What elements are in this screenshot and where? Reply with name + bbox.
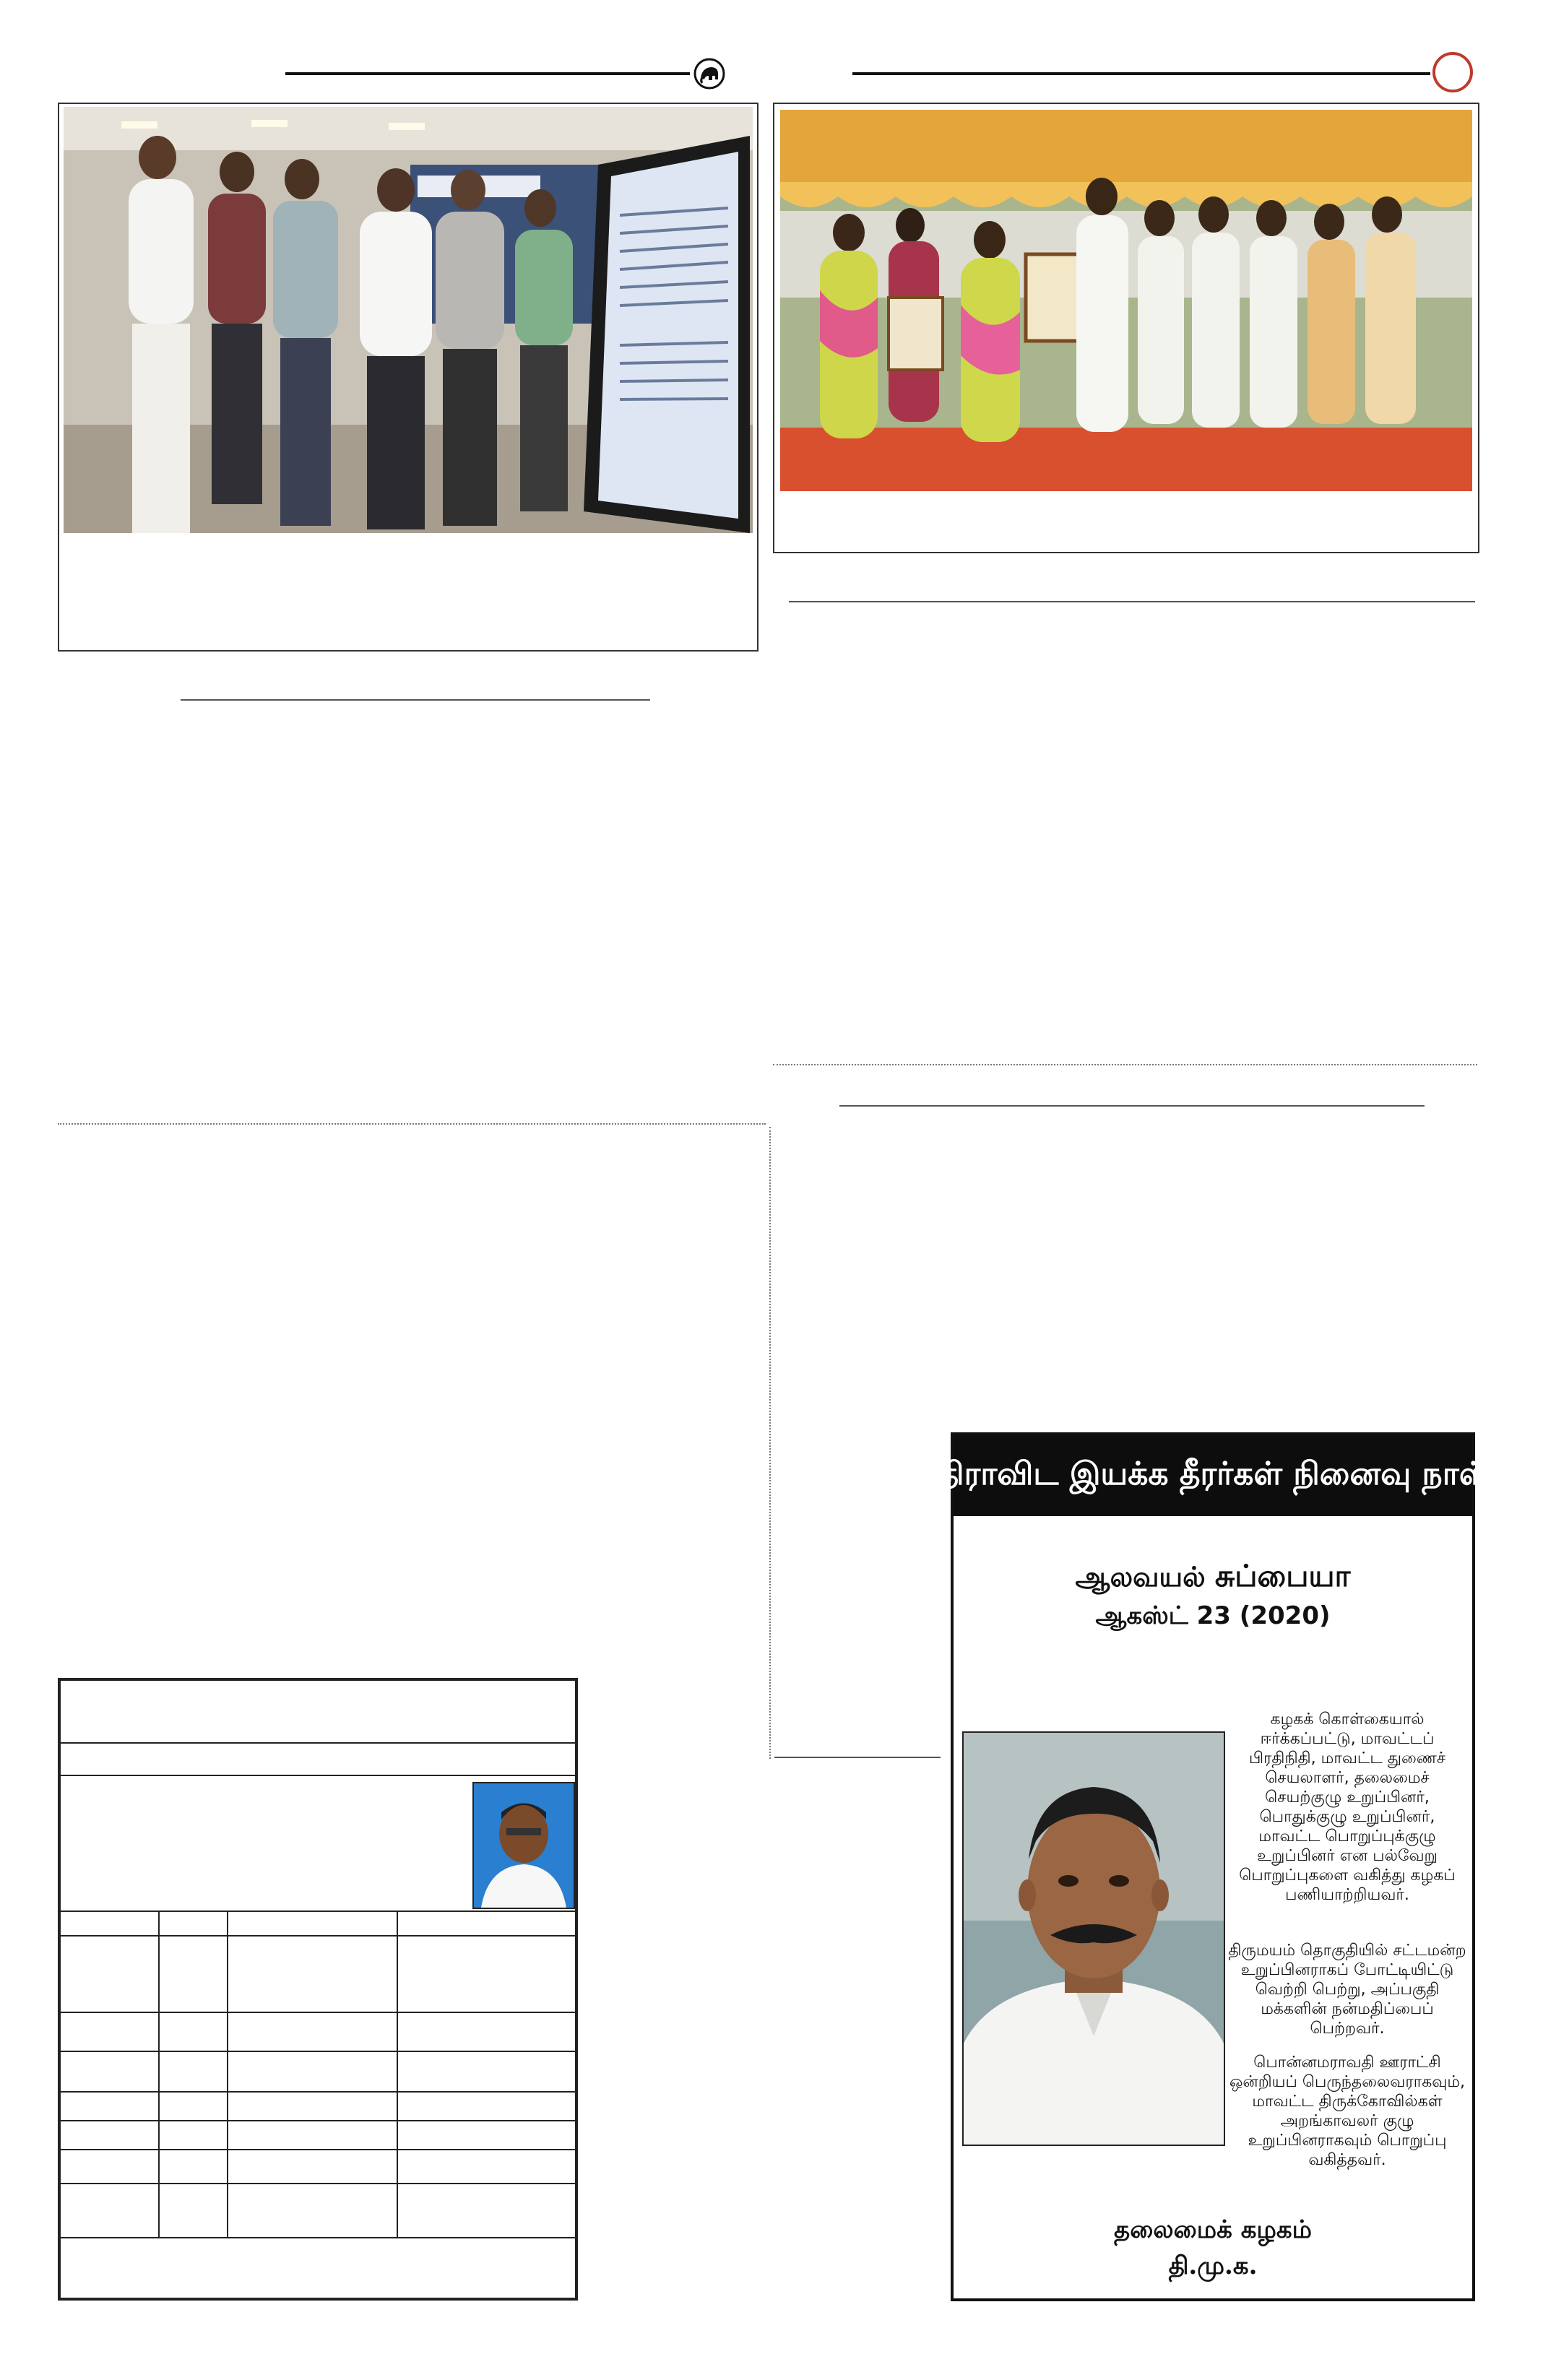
table-rule <box>61 2120 575 2121</box>
table-rule <box>61 2183 575 2184</box>
table-rule <box>61 2091 575 2093</box>
info-table <box>58 1678 578 2301</box>
table-rule-vertical <box>158 1911 160 2237</box>
memorial-bio-3: பொன்னமராவதி ஊராட்சி ஒன்றியப் பெருந்தலைவராகவும், மாவட்ட திருக்கோவில்கள் அறங்காவலர் குழு உறுப்பினராகவும் பொறுப்பு வகித்தவர். <box>1229 2054 1466 2169</box>
divider-right-bottom <box>774 1757 941 1758</box>
table-rule-vertical <box>397 1911 398 2237</box>
memorial-footer-1: தலைமைக் கழகம் <box>1114 2215 1312 2244</box>
memorial-bio-2: திருமயம் தொகுதியில் சட்டமன்ற உறுப்பினராகப் போட்டியிட்டு வெற்றி பெற்று, அப்பகுதி மக்களின் நன்மதிப்பைப் பெற்றவர். <box>1228 1942 1466 2038</box>
elephant-icon <box>693 58 725 90</box>
name-prefix: ஆலவயல் <box>1075 1561 1215 1593</box>
memorial-portrait <box>962 1731 1225 2146</box>
divider-left-top <box>181 699 650 701</box>
memorial-bio-1: கழகக் கொள்கையால் ஈர்க்கப்பட்டு, மாவட்டப் பிரதிநிதி, மாவட்ட துணைச் செயலாளர், தலைமைச் செயற்குழு உறுப்பினர், பொதுக்குழு உறுப்பினர், மாவட்ட பொறுப்புக்குழு உறுப்பினர் என பல்வேறு பொறுப்புகளை வகித்து கழகப் பணியாற்றியவர். <box>1239 1710 1456 1904</box>
divider-right-mid <box>773 1064 1477 1065</box>
table-rule <box>61 2051 575 2052</box>
table-rule <box>61 2149 575 2150</box>
memorial-ad <box>938 1432 1488 2301</box>
memorial-date: ஆகஸ்ட் 23 (2020) <box>1095 1601 1331 1630</box>
table-rule <box>61 1935 575 1937</box>
divider-right-sub <box>839 1105 1425 1107</box>
portrait-photo <box>472 1782 575 1909</box>
memorial-footer-2: தி.மு.க. <box>1168 2251 1258 2280</box>
memorial-name <box>954 1558 1472 1598</box>
divider-right-top <box>789 601 1475 602</box>
photo-box-left <box>58 103 758 652</box>
masthead-rule-right <box>852 72 1430 75</box>
name-main: சுப்பையா <box>1214 1558 1351 1593</box>
table-rule-vertical <box>227 1911 228 2237</box>
column-divider <box>769 1127 771 1759</box>
photo-exhibit <box>64 107 753 533</box>
masthead-rule-left <box>285 72 690 75</box>
photo-box-right <box>773 103 1479 553</box>
table-rule <box>61 1742 575 1744</box>
divider-left-mid <box>58 1123 766 1125</box>
memorial-banner-text: திராவிட இயக்க தீரர்கள் நினைவு நாள் <box>938 1455 1488 1492</box>
memorial-banner <box>938 1435 1488 1516</box>
table-rule <box>61 1911 575 1912</box>
table-rule <box>61 2237 575 2238</box>
photo-ceremony <box>780 110 1472 491</box>
table-rule <box>61 1775 575 1776</box>
circle-icon <box>1432 52 1473 92</box>
table-rule <box>61 2012 575 2013</box>
